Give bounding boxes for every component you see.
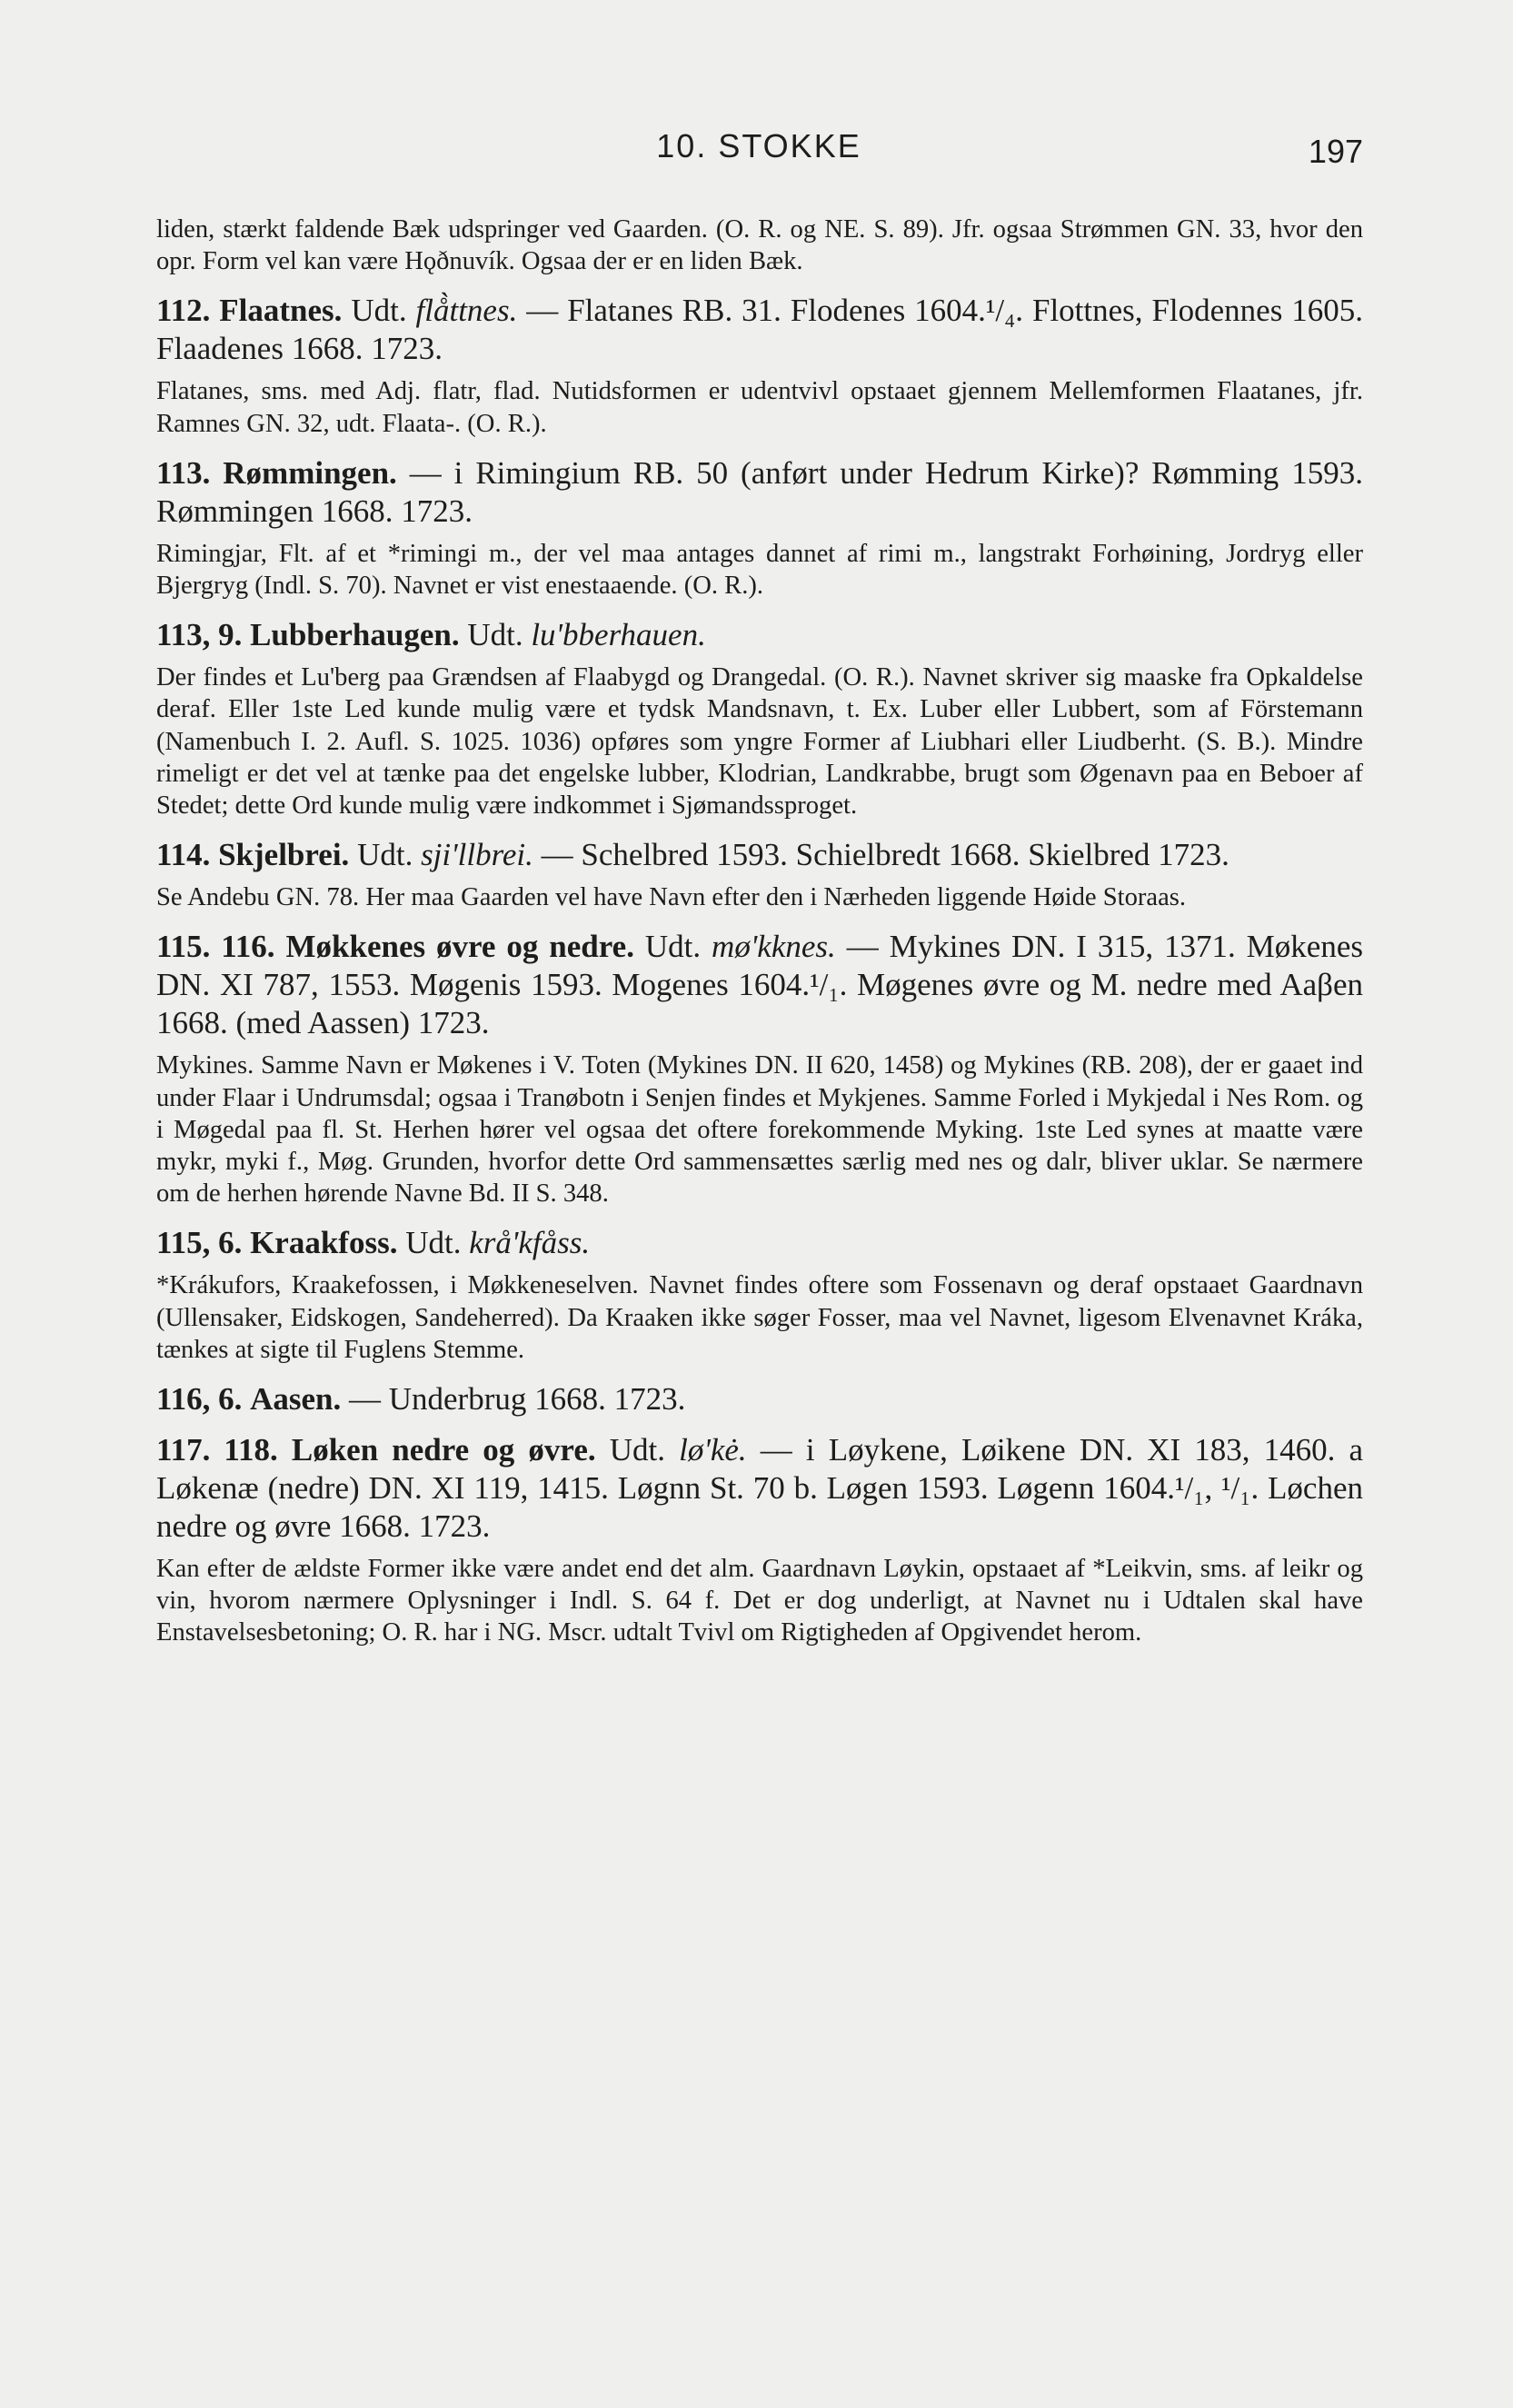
entry-113: [156, 454, 1363, 531]
entry-number: 115, 6.: [156, 1225, 243, 1261]
entry-114: [156, 836, 1363, 874]
entry-note: *Krákufors, Kraakefossen, i Møkkeneselven. Navnet findes oftere som Fossenavn og deraf opstaaet Gaardnavn (Ullensaker, Eidskogen, Sandeherred). Da Kraaken ikke søger Fosser, maa vel Navnet, ligesom Elvenavnet Kráka, tænkes at sigte til Fuglens Stemme.: [156, 1271, 1363, 1364]
entry-number: 113.: [156, 454, 211, 491]
entry-112: [156, 292, 1363, 368]
pronunciation-label: Udt.: [357, 837, 413, 873]
pronunciation-label: Udt.: [405, 1225, 462, 1261]
entry-117-118: [156, 1431, 1363, 1546]
pronunciation-label: Udt.: [351, 293, 407, 329]
pronunciation-label: Udt.: [644, 929, 702, 965]
entry-note: Der findes et Lu'berg paa Grændsen af Flaabygd og Drangedal. (O. R.). Navnet skriver sig maaske fra Opkaldelse deraf. Eller 1ste Led kunde mulig være et tydsk Mandsnavn, t. Ex. Luber eller Lubbert, som af Förstemann (Namenbuch I. 2. Aufl. S. 1025. 1036) opføres som yngre Former af Liubhari eller Liudberht. (S. B.). Mindre rimeligt er det vel at tænke paa det engelske lubber, Klodrian, Landkrabbe, brugt som Øgenavn paa en Beboer af Stedet; dette Ord kunde mulig være indkommet i Sjømandssproget.: [156, 663, 1363, 821]
entry-number: 114.: [156, 837, 211, 873]
historical-forms: — Flatanes RB. 31. Flodenes 1604.¹/₄. Flottnes, Flodennes 1605. Flaadenes 1668. 1723.: [156, 293, 1364, 367]
entry-name: Løken nedre og øvre.: [291, 1432, 596, 1468]
entry-115-116: [156, 928, 1363, 1042]
entry-name: Møkkenes øvre og nedre.: [285, 929, 634, 965]
page-number: 197: [1308, 133, 1363, 170]
pronunciation: lø'kė.: [679, 1432, 747, 1468]
page-header: [154, 125, 1363, 171]
entry-number: 115. 116.: [156, 929, 275, 965]
entry-note: Se Andebu GN. 78. Her maa Gaarden vel have Navn efter den i Nærheden liggende Høide Storaas.: [156, 883, 1187, 912]
running-title: 10. STOKKE: [656, 127, 861, 164]
historical-forms: — Schelbred 1593. Schielbredt 1668. Skielbred 1723.: [541, 837, 1229, 873]
pronunciation: mø'kknes.: [712, 929, 836, 965]
pronunciation: sji'llbrei.: [421, 837, 533, 873]
entry-113-9: [156, 616, 1363, 654]
historical-forms: — i Rimingium RB. 50 (anført under Hedrum Kirke)? Rømming 1593. Rømmingen 1668. 1723.: [156, 454, 1363, 529]
entry-number: 116, 6.: [156, 1381, 243, 1418]
historical-forms: — Mykines DN. I 315, 1371. Møkenes DN. XI 787, 1553. Møgenis 1593. Mogenes 1604.¹/₁. Møgenes øvre og M. nedre med Aaβen 1668. (med Aassen) 1723.: [156, 929, 1363, 1041]
pronunciation-label: Udt.: [467, 617, 523, 653]
entry-name: Skjelbrei.: [218, 837, 350, 873]
historical-forms: — i Løykene, Løikene DN. XI 183, 1460. a Løkenæ (nedre) DN. XI 119, 1415. Løgnn St. 70 b. Løgen 1593. Løgenn 1604.¹/₁, ¹/₁. Løchen nedre og øvre 1668. 1723.: [156, 1432, 1364, 1545]
pronunciation: lu'bberhauen.: [531, 617, 706, 653]
entry-number: 113, 9.: [156, 617, 243, 653]
entry-note: Mykines. Samme Navn er Møkenes i V. Toten (Mykines DN. II 620, 1458) og Mykines (RB. 208), der er gaaet ind under Flaar i Undrumsdal; ogsaa i Tranøbotn i Senjen findes et Mykjenes. Samme Forled i Mykjedal i Nes Rom. og i Møgedal paa fl. St. Herhen hører vel ogsaa det oftere forekommende Myking. 1ste Led synes at maatte være mykr, myki f., Møg. Grunden, hvorfor dette Ord sammensættes særlig med nes og dalr, bliver uklar. Se nærmere om de herhen hørende Navne Bd. II S. 348.: [156, 1051, 1363, 1209]
entry-name: Rømmingen.: [223, 454, 397, 491]
entry-name: Kraakfoss.: [250, 1225, 398, 1261]
entry-name: Flaatnes.: [219, 293, 343, 329]
entry-name: Aasen.: [250, 1381, 342, 1418]
pronunciation: flå̀ttnes.: [415, 293, 518, 329]
entry-name: Lubberhaugen.: [250, 617, 460, 653]
entry-note: Kan efter de ældste Former ikke være andet end det alm. Gaardnavn Løykin, opstaaet af *Leikvin, sms. af leikr og vin, hvorom nærmere Oplysninger i Indl. S. 64 f. Det er dog underligt, at Navnet nu i Udtalen skal have Enstavelsesbetoning; O. R. har i NG. Mscr. udtalt Tvivl om Rigtigheden af Opgivendet herom.: [156, 1555, 1363, 1647]
pronunciation-label: Udt.: [609, 1432, 665, 1468]
paragraph-continuation: liden, stærkt faldende Bæk udspringer ved Gaarden. (O. R. og NE. S. 89). Jfr. ogsaa Strømmen GN. 33, hvor den opr. Form vel kan være Hǫðnuvík. Ogsaa der er en liden Bæk.: [156, 215, 1363, 276]
historical-forms: — Underbrug 1668. 1723.: [348, 1381, 686, 1418]
pronunciation: krå'kfåss.: [469, 1225, 591, 1261]
entry-number: 117. 118.: [156, 1432, 278, 1468]
entry-116-6: [156, 1380, 1363, 1418]
entry-number: 112.: [156, 293, 211, 329]
entry-note: Rimingjar, Flt. af et *rimingi m., der vel maa antages dannet af rimi m., langstrakt Forhøining, Jordryg eller Bjergryg (Indl. S. 70). Navnet er vist enestaaende. (O. R.).: [156, 539, 1363, 601]
page-body: [156, 214, 1363, 1649]
entry-note: Flatanes, sms. med Adj. flatr, flad. Nutidsformen er udentvivl opstaaet gjennem Mellemformen Flaatanes, jfr. Ramnes GN. 32, udt. Flaata-. (O. R.).: [156, 377, 1363, 438]
entry-115-6: [156, 1224, 1363, 1262]
